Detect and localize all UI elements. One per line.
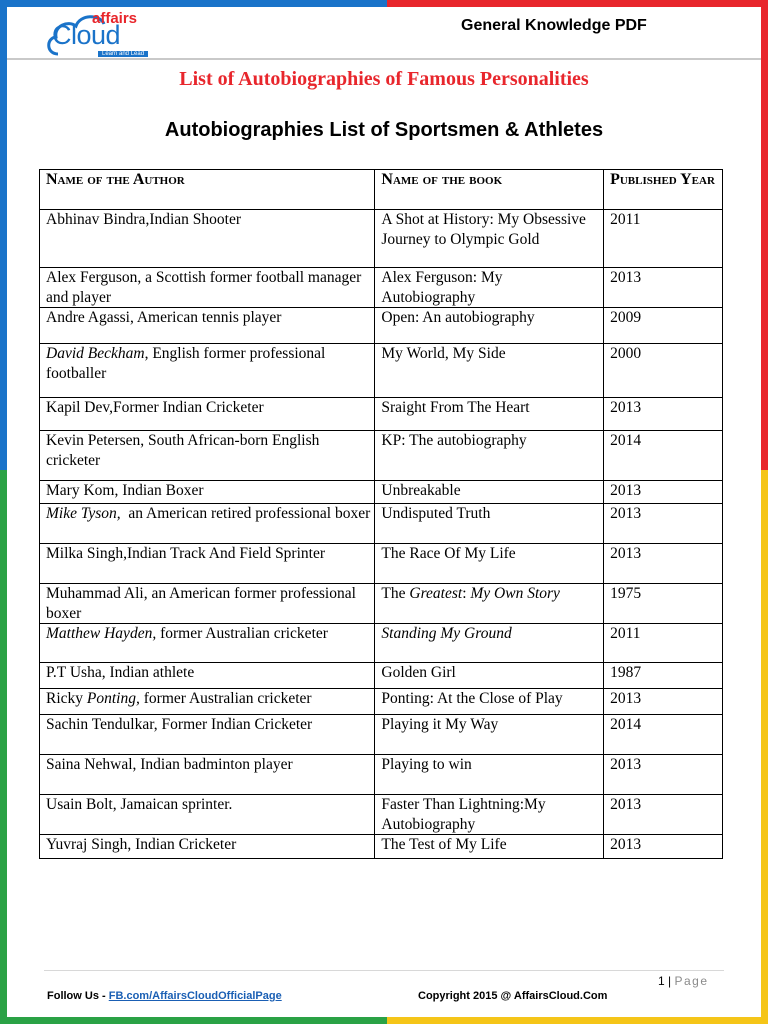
author-desc: , Indian Boxer: [114, 482, 204, 499]
author-name: Sachin Tendulkar: [46, 716, 154, 733]
book-cell: The Race Of My Life: [375, 544, 604, 584]
year-cell: 2013: [604, 795, 723, 835]
author-desc: , Jamaican sprinter.: [112, 796, 233, 813]
author-desc: , Indian Cricketer: [127, 836, 237, 853]
author-cell: [40, 584, 375, 624]
author-desc: , South African-born English cricketer: [46, 432, 320, 469]
logo-tagline: Learn and Lead: [98, 51, 148, 57]
border-right-yellow: [761, 470, 768, 1024]
author-name: Muhammad Ali: [46, 585, 144, 602]
border-top-red: [387, 0, 768, 7]
book-cell: Open: An autobiography: [375, 308, 604, 344]
logo-affairs-text: affairs: [92, 10, 138, 27]
author-name: Usain Bolt: [46, 796, 113, 813]
table-row: [40, 481, 723, 504]
author-desc: , a Scottish former football manager and player: [46, 269, 362, 306]
year-cell: 2013: [604, 755, 723, 795]
year-cell: 2013: [604, 481, 723, 504]
author-cell: [40, 755, 375, 795]
book-cell: Golden Girl: [375, 663, 604, 689]
document-subtitle: Autobiographies List of Sportsmen & Athletes: [164, 119, 604, 141]
book-cell: Unbreakable: [375, 481, 604, 504]
footer-divider: [44, 970, 724, 971]
author-name: Alex Ferguson: [46, 269, 138, 286]
author-cell: [40, 544, 375, 584]
table-row: [40, 268, 723, 308]
header-author: Name of the Author: [40, 170, 375, 210]
author-name: P.T Usha: [46, 664, 102, 681]
author-desc: , English former professional footballer: [46, 345, 326, 382]
book-cell: Alex Ferguson: My Autobiography: [375, 268, 604, 308]
book-part: :: [462, 585, 471, 602]
book-cell: Faster Than Lightning:My Autobiography: [375, 795, 604, 835]
border-bottom-yellow: [387, 1017, 768, 1024]
table-row: [40, 344, 723, 398]
year-cell: 2013: [604, 544, 723, 584]
author-desc: former Australian cricketer: [139, 690, 312, 707]
year-cell: 1987: [604, 663, 723, 689]
book-cell: Ponting: At the Close of Play: [375, 689, 604, 715]
author-name: Ricky: [46, 690, 87, 707]
author-cell: [40, 268, 375, 308]
table-row: [40, 210, 723, 268]
year-cell: 1975: [604, 584, 723, 624]
facebook-link[interactable]: FB.com/AffairsCloudOfficialPage: [108, 990, 282, 1002]
author-desc: , American tennis player: [129, 309, 282, 326]
author-cell: [40, 715, 375, 755]
follow-label: Follow Us -: [47, 990, 109, 1002]
author-name: Mary Kom: [46, 482, 115, 499]
table-row: [40, 544, 723, 584]
author-name: David Beckham: [46, 345, 145, 362]
book-part: My Own Story: [470, 585, 560, 602]
year-cell: 2009: [604, 308, 723, 344]
year-cell: 2011: [604, 624, 723, 663]
border-left-green: [0, 470, 7, 1024]
author-name: Mike Tyson,: [46, 505, 121, 522]
book-part: The: [381, 585, 410, 602]
header-divider: [7, 58, 761, 60]
year-cell: 2013: [604, 398, 723, 431]
author-cell: [40, 481, 375, 504]
border-bottom-green: [0, 1017, 387, 1024]
table-row: [40, 624, 723, 663]
author-desc: ,Indian Shooter: [145, 211, 242, 228]
year-cell: 2014: [604, 715, 723, 755]
author-name: Kapil Dev: [46, 399, 110, 416]
table-row: [40, 689, 723, 715]
table-header-row: [40, 170, 723, 210]
logo-cloud-text: Cloud: [52, 20, 121, 50]
author-desc: ,Indian Track And Field Sprinter: [123, 545, 326, 562]
author-cell: [40, 308, 375, 344]
year-cell: 2013: [604, 268, 723, 308]
book-cell: The Test of My Life: [375, 835, 604, 859]
header-book: Name of the book: [375, 170, 604, 210]
author-cell: [40, 795, 375, 835]
book-cell: Playing to win: [375, 755, 604, 795]
author-cell: [40, 504, 375, 544]
author-desc: , Indian athlete: [101, 664, 195, 681]
author-name: Abhinav Bindra: [46, 211, 146, 228]
year-cell: 2013: [604, 835, 723, 859]
table-row: [40, 755, 723, 795]
book-cell: Sraight From The Heart: [375, 398, 604, 431]
author-cell: [40, 835, 375, 859]
year-cell: 2013: [604, 504, 723, 544]
year-cell: 2014: [604, 431, 723, 481]
author-name: Milka Singh: [46, 545, 124, 562]
book-cell: Playing it My Way: [375, 715, 604, 755]
table-row: [40, 795, 723, 835]
header-year: Published Year: [604, 170, 723, 210]
table-row: [40, 398, 723, 431]
year-cell: 2000: [604, 344, 723, 398]
author-desc: , Indian badminton player: [132, 756, 293, 773]
book-cell: My World, My Side: [375, 344, 604, 398]
page-number: [658, 974, 709, 988]
author-desc: former Australian cricketer: [156, 625, 328, 642]
author-desc: , Former Indian Cricketer: [153, 716, 313, 733]
author-name: Matthew Hayden,: [46, 625, 157, 642]
autobiography-table: [39, 169, 723, 859]
author-name: Yuvraj Singh: [46, 836, 128, 853]
author-cell: [40, 210, 375, 268]
table-row: [40, 504, 723, 544]
author-desc: , an American former professional boxer: [46, 585, 356, 622]
author-cell: [40, 689, 375, 715]
author-desc: ,Former Indian Cricketer: [109, 399, 264, 416]
book-cell: Standing My Ground: [375, 624, 604, 663]
author-name: Andre Agassi: [46, 309, 130, 326]
table-row: [40, 431, 723, 481]
book-cell: Undisputed Truth: [375, 504, 604, 544]
border-top-blue: [0, 0, 387, 7]
book-cell: [375, 584, 604, 624]
year-cell: 2013: [604, 689, 723, 715]
document-title: List of Autobiographies of Famous Personalities: [179, 68, 589, 90]
header-title: General Knowledge PDF: [461, 17, 647, 34]
author-name: Ponting,: [86, 690, 140, 707]
author-name: Saina Nehwal: [46, 756, 133, 773]
table-row: [40, 308, 723, 344]
author-cell: [40, 344, 375, 398]
author-name: Kevin Petersen: [46, 432, 141, 449]
table-row: [40, 835, 723, 859]
page-separator: |: [664, 974, 675, 988]
author-cell: [40, 624, 375, 663]
book-cell: KP: The autobiography: [375, 431, 604, 481]
table-row: [40, 663, 723, 689]
affairscloud-logo: [44, 8, 172, 60]
table-row: [40, 584, 723, 624]
author-cell: [40, 431, 375, 481]
follow-us: [47, 990, 282, 1002]
copyright-text: Copyright 2015 @ AffairsCloud.Com: [418, 990, 608, 1002]
page-number-value: 1: [658, 974, 665, 988]
book-part: Greatest: [409, 585, 463, 602]
author-desc: an American retired professional boxer: [120, 505, 371, 522]
book-cell: A Shot at History: My Obsessive Journey to Olympic Gold: [375, 210, 604, 268]
author-cell: [40, 663, 375, 689]
author-cell: [40, 398, 375, 431]
table-row: [40, 715, 723, 755]
year-cell: 2011: [604, 210, 723, 268]
page-label: Page: [674, 974, 709, 988]
